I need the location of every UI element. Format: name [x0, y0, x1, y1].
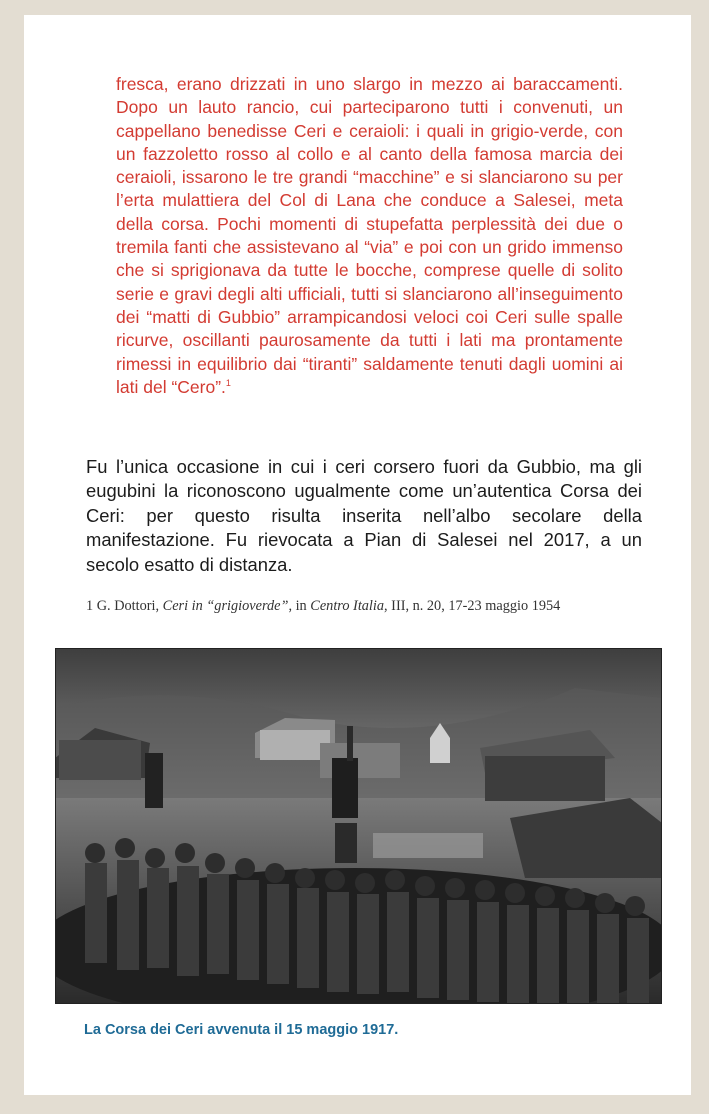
footnote-title: Ceri in “grigioverde”	[162, 598, 289, 614]
footnote-mid: , in	[288, 598, 307, 614]
footnote-reference[interactable]: 1	[225, 377, 231, 388]
footnote-author: G. Dottori,	[96, 598, 160, 614]
footnote-details: , III, n. 20, 17-23 maggio 1954	[384, 598, 561, 614]
photo-caption: La Corsa dei Ceri avvenuta il 15 maggio 1917.	[84, 1022, 399, 1038]
quote-text: fresca, erano drizzati in uno slargo in mezzo ai baraccamenti. Dopo un lauto rancio, cui parteciparono tutti i convenuti, un cappellano benedisse Ceri e ceraioli: i quali in grigio-verde, con un fazzoletto rosso al collo e al canto della famosa marcia dei ceraioli, issarono le tre grandi “macchine” e si slanciarono su per l’erta mulattiera del Col di Lana che conduce a Salesei, meta della corsa. Pochi momenti di stupefatta perplessità dei due o tremila fanti che assistevano al “via” e poi con un grido immenso che si sprigionava da tutte le bocche, comprese quelle di solito serie e gravi degli alti ufficiali, tutti si slanciarono all’inseguimento dei “matti di Gubbio” arrampicandosi veloci coi Ceri sulle spalle ricurve, oscillanti paurosamente da tutti i lati ma prontamente rimessi in equilibrio dai “tiranti” saldamente tenuti dagli uomini ai lati del “Cero”.	[116, 74, 623, 397]
quoted-passage	[116, 73, 623, 399]
footnote	[86, 598, 666, 615]
body-text: Fu l’unica occasione in cui i ceri corsero fuori da Gubbio, ma gli eugubini la riconoscono ugualmente come un’autentica Corsa dei Ceri: per questo risulta inserita nell’albo secolare della manifestazione. Fu rievocata a Pian di Salesei nel 2017, a un secolo esatto di distanza.	[86, 456, 642, 575]
footnote-number: 1	[86, 598, 94, 614]
footnote-journal: Centro Italia	[310, 598, 385, 614]
page	[24, 15, 691, 1095]
historic-photo	[55, 648, 662, 1004]
body-paragraph	[86, 455, 642, 577]
